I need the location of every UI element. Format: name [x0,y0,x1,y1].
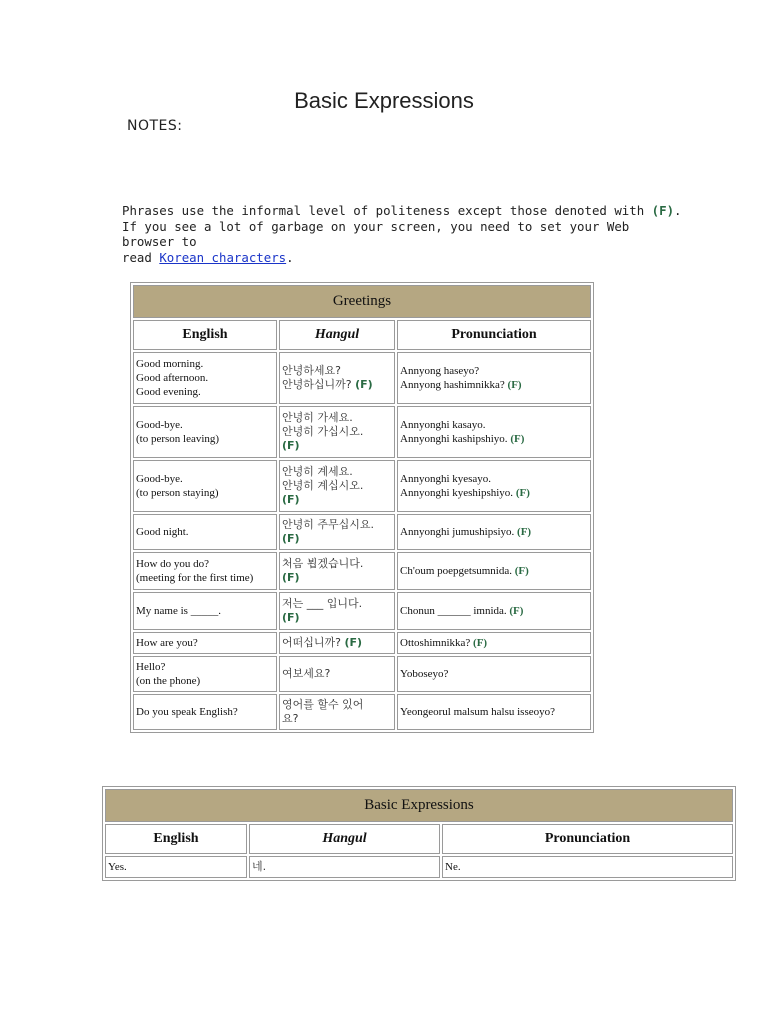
column-header-english: English [133,320,277,350]
hangul-line-text: 어떠십니까? [282,636,341,649]
hangul-cell [279,460,395,512]
english-line: (to person staying) [136,487,219,499]
hangul-line [282,636,392,650]
intro-line-3-end: . [286,249,294,265]
column-header-pronunciation: Pronunciation [442,824,733,854]
pronunciation-line [400,525,588,539]
column-header-pronunciation: Pronunciation [397,320,591,350]
formal-marker: (F) [344,636,363,649]
english-line: (meeting for the first time) [136,572,254,584]
intro-line-3 [122,250,682,266]
intro-line-1-end: . [674,203,682,218]
hangul-cell [279,406,395,458]
english-line: Do you speak English? [136,706,238,718]
pronunciation-line-text: Ne. [445,861,461,873]
english-cell [133,592,277,630]
english-line: Good-bye. [136,419,183,431]
pronunciation-line-text: Annyonghi kyesayo. [400,473,492,485]
hangul-line [282,493,392,507]
hangul-line [282,557,392,571]
hangul-line-text: 안녕하십니까? [282,378,352,391]
english-line: Good-bye. [136,473,183,485]
basic-expressions-table [102,786,736,881]
column-header-hangul: Hangul [249,824,440,854]
english-cell [133,352,277,404]
korean-characters-link[interactable]: Korean characters [159,249,287,265]
english-cell [105,856,247,878]
formal-marker: (F) [507,379,522,391]
english-line: Yes. [108,861,127,873]
pronunciation-line [400,486,588,500]
pronunciation-cell [397,632,591,654]
pronunciation-line-text: Annyonghi jumushipsiyo. [400,526,515,538]
hangul-line [282,712,392,726]
hangul-line [282,364,392,378]
table-row [105,856,733,878]
hangul-line [282,698,392,712]
hangul-cell [249,856,440,878]
pronunciation-line-text: Annyong hashimnikka? [400,379,505,391]
hangul-line-text: 요? [282,712,299,725]
pronunciation-line [400,636,588,650]
hangul-line [282,479,392,493]
hangul-line-text: 안녕히 주무십시요. [282,518,375,531]
page-title: Basic Expressions [294,88,474,113]
greetings-table [130,282,594,733]
hangul-line [282,439,392,453]
formal-marker: (F) [651,203,675,218]
english-cell [133,514,277,550]
english-line: Good morning. [136,358,204,370]
english-line: (on the phone) [136,675,201,687]
intro-line-2: If you see a lot of garbage on your screen, you need to set your Web browser to [122,218,630,249]
hangul-line [252,860,437,874]
pronunciation-line-text: Yeongeorul malsum halsu isseoyo? [400,706,556,718]
formal-marker: (F) [282,611,300,624]
column-header-hangul: Hangul [279,320,395,350]
pronunciation-line-text: Yoboseyo? [400,668,449,680]
english-cell [133,552,277,590]
pronunciation-line-text: Ottoshimnikka? [400,637,471,649]
english-line: (to person leaving) [136,433,220,445]
formal-marker: (F) [282,439,300,452]
hangul-line-text: 영어를 할수 있어 [282,698,364,711]
pronunciation-cell [397,352,591,404]
pronunciation-line-text: Annyonghi kyeshipshiyo. [400,487,514,499]
hangul-line [282,378,392,392]
hangul-line [282,532,392,546]
pronunciation-cell [397,656,591,692]
hangul-line [282,597,392,611]
formal-marker: (F) [282,571,300,584]
hangul-cell [279,632,395,654]
formal-marker: (F) [517,526,532,538]
formal-marker: (F) [282,493,300,506]
english-cell [133,694,277,730]
pronunciation-cell [397,552,591,590]
pronunciation-cell [397,460,591,512]
hangul-line-text: 네. [252,860,267,873]
formal-marker: (F) [514,565,529,577]
hangul-cell [279,352,395,404]
hangul-cell [279,552,395,590]
intro-line-1-text: Phrases use the informal level of politeness except those denoted with [122,203,645,218]
table-row [133,552,591,590]
formal-marker: (F) [509,605,524,617]
pronunciation-line [400,705,588,719]
english-cell [133,406,277,458]
pronunciation-line [400,418,588,432]
hangul-line [282,611,392,625]
hangul-cell [279,656,395,692]
table-row [133,694,591,730]
english-line: Hello? [136,661,166,673]
formal-marker: (F) [282,532,300,545]
notes-label: NOTES: [127,118,183,134]
pronunciation-line [400,604,588,618]
table-row [133,514,591,550]
hangul-line [282,425,392,439]
greetings-caption: Greetings [133,285,591,318]
hangul-cell [279,694,395,730]
hangul-cell [279,514,395,550]
hangul-line-text: 여보세요? [282,667,331,680]
hangul-line-text: 안녕히 계세요. [282,465,353,478]
hangul-line [282,518,392,532]
table-row [133,632,591,654]
pronunciation-line-text: Annyonghi kasayo. [400,419,486,431]
intro-line-1 [122,203,682,219]
table-row [133,460,591,512]
english-line: How are you? [136,637,198,649]
english-line: Good afternoon. [136,372,209,384]
hangul-line-text: 안녕히 가세요. [282,411,353,424]
table-row [133,352,591,404]
pronunciation-line-text: Ch'oum poepgetsumnida. [400,565,512,577]
pronunciation-line-text: Annyonghi kashipshiyo. [400,433,508,445]
hangul-line [282,571,392,585]
english-line: Good night. [136,526,189,538]
pronunciation-line-text: Annyong haseyo? [400,365,480,377]
hangul-cell [279,592,395,630]
hangul-line-text: 처음 뵙겠습니다. [282,557,364,570]
pronunciation-line [400,378,588,392]
english-cell [133,656,277,692]
intro-line-3-text: read [122,249,152,265]
pronunciation-cell [397,592,591,630]
pronunciation-line [400,472,588,486]
english-line: Good evening. [136,386,201,398]
pronunciation-line [400,432,588,446]
hangul-line [282,411,392,425]
hangul-line-text: 저는 ___ 입니다. [282,597,363,610]
pronunciation-cell [397,694,591,730]
hangul-line-text: 안녕히 가십시오. [282,425,364,438]
basic-caption: Basic Expressions [105,789,733,822]
pronunciation-line [400,667,588,681]
pronunciation-cell [397,514,591,550]
pronunciation-cell [397,406,591,458]
table-row [133,592,591,630]
table-row [133,406,591,458]
formal-marker: (F) [355,378,373,391]
formal-marker: (F) [473,637,488,649]
english-cell [133,632,277,654]
english-line: How do you do? [136,558,210,570]
pronunciation-line-text: Chonun ______ imnida. [400,605,507,617]
pronunciation-line [445,860,730,874]
hangul-line [282,667,392,681]
english-line: My name is _____. [136,605,221,617]
pronunciation-line [400,564,588,578]
formal-marker: (F) [510,433,525,445]
intro-text [122,203,682,265]
english-cell [133,460,277,512]
hangul-line-text: 안녕히 계십시오. [282,479,364,492]
hangul-line [282,465,392,479]
column-header-english: English [105,824,247,854]
table-row [133,656,591,692]
pronunciation-cell [442,856,733,878]
formal-marker: (F) [515,487,530,499]
hangul-line-text: 안녕하세요? [282,364,341,377]
pronunciation-line [400,364,588,378]
